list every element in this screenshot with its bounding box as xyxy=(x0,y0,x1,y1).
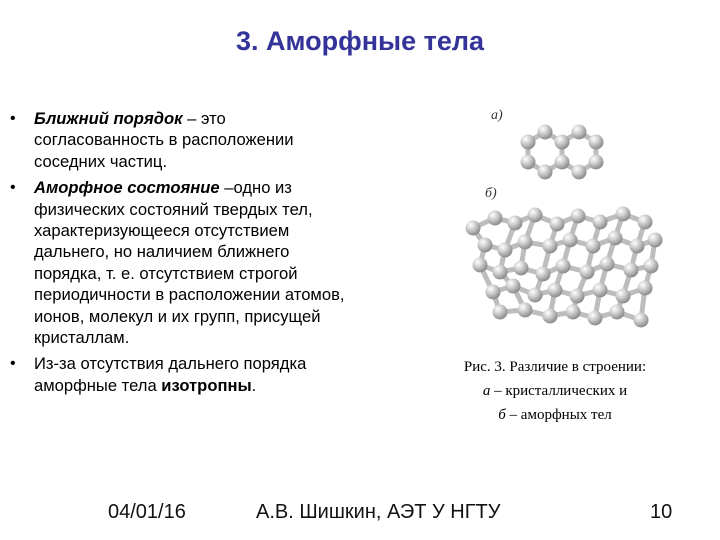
molecular-structure-diagram xyxy=(455,100,675,340)
atom xyxy=(556,259,571,274)
atom xyxy=(563,233,578,248)
atom xyxy=(518,235,533,250)
footer-date: 04/01/16 xyxy=(108,501,186,523)
atom xyxy=(550,217,565,232)
structure-figure xyxy=(455,100,675,340)
atom xyxy=(488,211,503,226)
atom xyxy=(538,165,553,180)
bullet-list xyxy=(10,108,350,401)
atom xyxy=(608,231,623,246)
atom xyxy=(528,208,543,223)
atom xyxy=(518,303,533,318)
atom xyxy=(610,305,625,320)
atom xyxy=(466,221,481,236)
atom xyxy=(506,279,521,294)
footer-page-number: 10 xyxy=(650,501,673,523)
caption-line-3: б – аморфных тел xyxy=(498,407,612,423)
slide-title: 3. Аморфные тела xyxy=(235,26,485,56)
atom xyxy=(570,289,585,304)
atom xyxy=(572,125,587,140)
atom xyxy=(588,311,603,326)
atom xyxy=(638,281,653,296)
atom xyxy=(493,305,508,320)
atom xyxy=(571,209,586,224)
atom xyxy=(630,239,645,254)
atom xyxy=(548,283,563,298)
atom xyxy=(521,155,536,170)
term-short-range-order: Ближний порядок xyxy=(34,109,183,128)
atom xyxy=(600,257,615,272)
figure-caption xyxy=(400,355,710,427)
atom xyxy=(486,285,501,300)
bullet-text: – это согласованность в расположении соседних частиц. xyxy=(34,109,294,171)
atom xyxy=(508,216,523,231)
atom xyxy=(555,155,570,170)
atom xyxy=(593,215,608,230)
atom xyxy=(536,267,551,282)
atom xyxy=(528,288,543,303)
atom xyxy=(538,125,553,140)
atom xyxy=(566,305,581,320)
atom xyxy=(514,261,529,276)
atom xyxy=(644,259,659,274)
atom xyxy=(473,258,488,273)
bullet-text: –одно из физических состояний твердых тел, характеризующееся отсутствием дальнего, но наличием ближнего порядка, т. е. отсутствием строгой периодичности в расположении атомов, ионов, молекул и их групп, присущей кристаллам. xyxy=(34,178,345,348)
caption-line-1: Рис. 3. Различие в строении: xyxy=(463,359,647,375)
atom xyxy=(589,155,604,170)
bullet-item xyxy=(10,108,350,172)
bullet-text: Из-за отсутствия дальнего порядка аморфные тела xyxy=(34,354,307,395)
atom xyxy=(638,215,653,230)
figure-label-a: а) xyxy=(491,108,503,123)
atom xyxy=(493,265,508,280)
atom xyxy=(543,309,558,324)
bullet-marker: • xyxy=(10,110,16,127)
atom xyxy=(580,265,595,280)
atom xyxy=(634,313,649,328)
atom xyxy=(555,135,570,150)
footer-author: А.В. Шишкин, АЭТ У НГТУ xyxy=(256,501,501,523)
term-amorphous-state: Аморфное состояние xyxy=(34,178,220,198)
bullet-marker: • xyxy=(10,355,16,373)
atom xyxy=(589,135,604,150)
atom xyxy=(624,263,639,278)
bullet-text-tail: . xyxy=(251,375,257,395)
figure-label-b: б) xyxy=(485,186,497,201)
bullet-item xyxy=(10,177,350,348)
atom xyxy=(521,135,536,150)
atom xyxy=(593,283,608,298)
caption-line-2: а – кристаллических и xyxy=(482,383,628,399)
bullet-marker: • xyxy=(10,179,16,197)
atom xyxy=(543,239,558,254)
atom xyxy=(498,243,513,258)
atom xyxy=(616,207,631,222)
bullet-item xyxy=(10,353,350,396)
atom xyxy=(616,289,631,304)
atom xyxy=(572,165,587,180)
atom xyxy=(586,239,601,254)
atom xyxy=(648,233,663,248)
atom xyxy=(478,238,493,253)
term-isotropic: изотропны xyxy=(161,375,252,395)
